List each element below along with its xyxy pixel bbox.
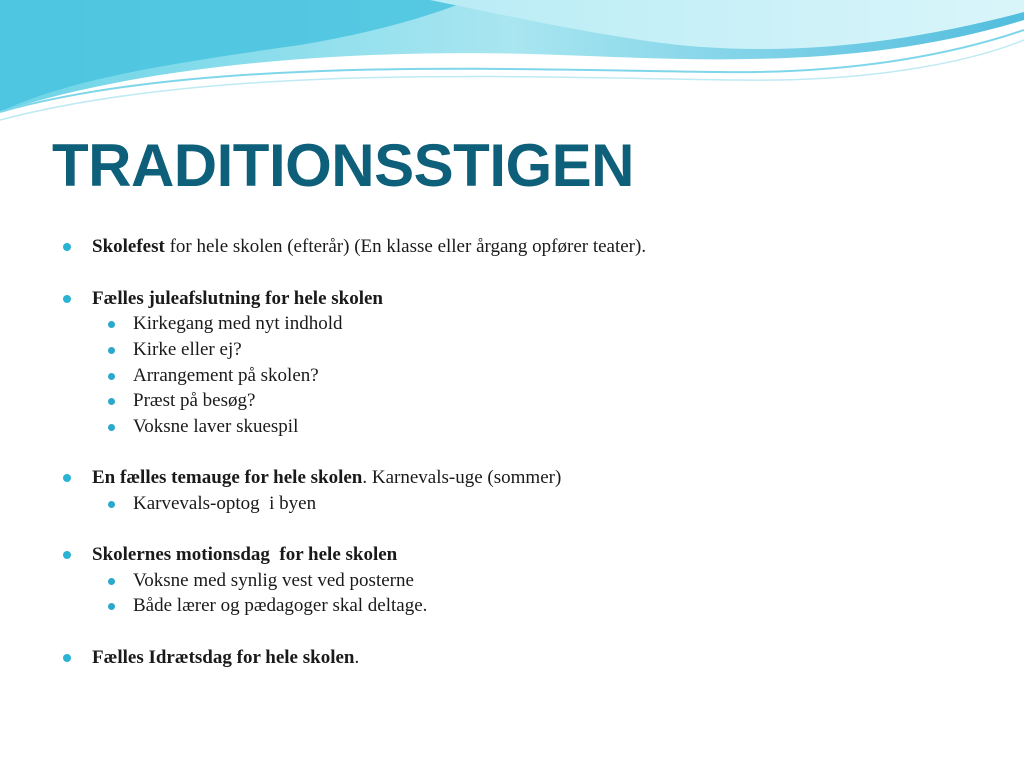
sub-bullet-item [133, 594, 427, 618]
bullet-dot-icon [63, 654, 71, 662]
slide-title: TRADITIONSSTIGEN [52, 132, 635, 199]
bullet-dot-icon [63, 295, 71, 303]
sub-bullet-item [133, 389, 255, 413]
bullet-item [92, 235, 646, 259]
bullet-item [92, 466, 561, 490]
sub-bullet-text: Kirkegang med nyt indhold [133, 313, 343, 334]
sub-bullet-item [133, 492, 316, 516]
sub-bullet-item [133, 364, 319, 388]
bullet-dot-icon [63, 243, 71, 251]
header-wave-decoration [0, 0, 1024, 130]
bullet-bold-text: Fælles Idrætsdag for hele skolen [92, 647, 355, 668]
bullet-text: . Karnevals-uge (sommer) [362, 467, 562, 488]
bullet-dot-icon [108, 398, 115, 405]
bullet-item [92, 287, 383, 311]
bullet-dot-icon [63, 474, 71, 482]
bullet-item [92, 646, 359, 670]
sub-bullet-text: Både lærer og pædagoger skal deltage. [133, 595, 428, 616]
sub-bullet-text: Voksne med synlig vest ved posterne [133, 570, 414, 591]
sub-bullet-text: Kirke eller ej? [133, 339, 242, 360]
bullet-item [92, 543, 397, 567]
bullet-bold-text: En fælles temauge for hele skolen [92, 467, 363, 488]
sub-bullet-item [133, 312, 343, 336]
bullet-dot-icon [108, 321, 115, 328]
bullet-dot-icon [108, 424, 115, 431]
sub-bullet-text: Karvevals-optog i byen [133, 493, 317, 514]
bullet-bold-text: Fælles juleafslutning for hele skolen [92, 288, 383, 309]
sub-bullet-text: Voksne laver skuespil [133, 416, 299, 437]
sub-bullet-item [133, 338, 242, 362]
bullet-text: for hele skolen (efterår) (En klasse eller årgang opfører teater). [164, 236, 647, 257]
sub-bullet-item [133, 415, 298, 439]
sub-bullet-text: Præst på besøg? [133, 390, 256, 411]
bullet-bold-text: Skolefest [92, 236, 165, 257]
bullet-text: . [354, 647, 360, 668]
sub-bullet-item [133, 569, 414, 593]
bullet-dot-icon [108, 578, 115, 585]
bullet-dot-icon [108, 347, 115, 354]
bullet-bold-text: Skolernes motionsdag for hele skolen [92, 544, 398, 565]
sub-bullet-text: Arrangement på skolen? [133, 365, 319, 386]
bullet-dot-icon [108, 603, 115, 610]
bullet-dot-icon [108, 501, 115, 508]
bullet-dot-icon [108, 373, 115, 380]
bullet-dot-icon [63, 551, 71, 559]
